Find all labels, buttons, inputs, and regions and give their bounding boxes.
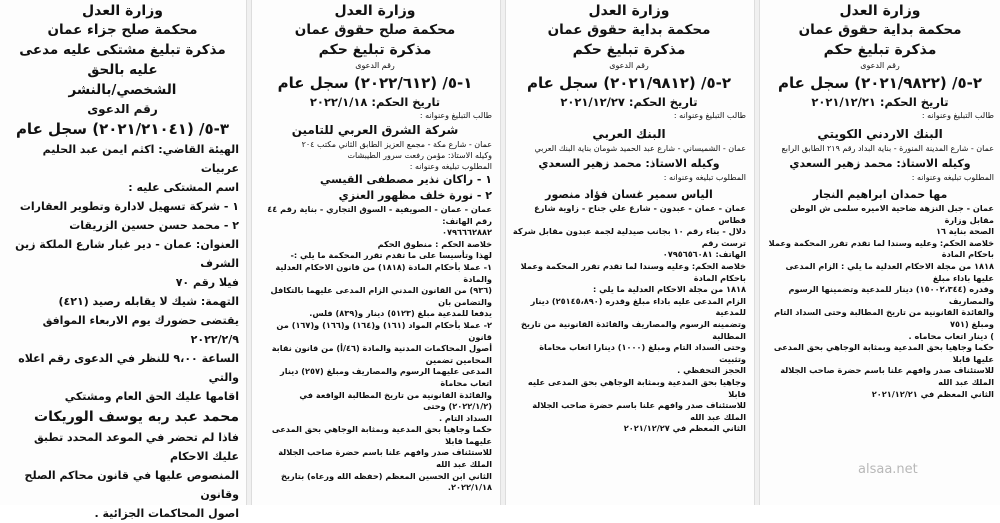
body-line: ١٨١٨ من مجلة الاحكام العدلية ما يلي :: [592, 284, 746, 295]
body-line: الهيئة القاضي: اكثم ايمن عبد الحليم عربيات: [42, 143, 239, 175]
body-line: التهمة: شيك لا يقابله رصيد (٤٢١): [58, 295, 239, 308]
notice-title: مذكرة تبليغ حكم: [572, 42, 686, 58]
case-label: رقم الدعوى: [609, 61, 649, 70]
case-number: ٣-٥/ (٢٠٢١/٢١٠٤١) سجل عام: [15, 120, 230, 138]
notice-column-1: [0, 0, 245, 520]
body-line: خلاصة الحكم: وعليه وسندا لما تقدم تقرر المحكمة وعملا باحكام المادة: [520, 260, 746, 283]
ministry-heading: وزارة العدل: [839, 3, 921, 19]
body-line: الزام المدعى عليه باداء مبلغ وقدره (٢٥١٤٥،٨٩٠) دينار للمدعية: [530, 295, 746, 318]
requester-name: البنك العربي: [592, 127, 666, 141]
court-name: محكمة صلح جزاء عمان: [47, 22, 198, 38]
body-line: فيلا رقم ٧٠: [175, 276, 239, 289]
body-line: للاستئناف صدر وافهم علنا باسم حضرة صاحب الجلالة الملك عبد الله: [278, 447, 492, 470]
notice-column-3: [506, 0, 752, 505]
requester-address: عمان - الشميساني - شارع عبد الحميد شومان بناية البنك العربي: [534, 144, 746, 153]
body-line: ١- عملا بأحكام المادة (١٨١٨) من قانون الاحكام العدلية والمادة: [275, 261, 492, 284]
body-line: ٢- عملا بأحكام المواد (١٦١) و(١٦٤) و(١٦٦) و(١٦٧) من قانون: [276, 319, 492, 342]
body-line: للاستئناف صدر وافهم علنا باسم حضرة صاحب الجلالة الملك عبد الله: [532, 400, 746, 422]
body-line: (٩٣٦) من القانون المدني الزام المدعى عليهما بالتكافل والتضامن بان: [270, 285, 492, 307]
closing-line: المنصوص عليها في قانون محاكم الصلح وقانون: [24, 469, 239, 501]
judgment-date: تاريخ الحكم: ٢٠٢١/١٢/٢١: [811, 95, 949, 109]
body-line: لهذا وتأسيسا على ما تقدم تقرر المحكمة ما يلي :-: [290, 250, 492, 261]
body-line: المدعى عليهما الرسوم والمصاريف ومبلغ (٢٥٧) دينار اتعاب محاماة: [280, 366, 492, 388]
body-line: اقامها عليك الحق العام ومشتكي: [64, 390, 239, 403]
judgment-date: تاريخ الحكم: ٢٠٢٢/١/١٨: [309, 95, 441, 109]
body-line: ١ - شركة تسهيل لادارة وتطوير العقارات: [19, 200, 239, 213]
body-line: الثاني المعظم في ٢٠٢١/١٢/٢٧: [623, 423, 746, 434]
site-watermark: alsaa.net: [858, 462, 918, 477]
body-line: الهاتف: ٠٧٩٥٦٥٦٠٨١: [662, 249, 746, 260]
body-line: والفائدة القانونية من تاريخ المطالبة وحتى السداد التام ومبلغ (٧٥١: [774, 307, 994, 329]
body-line: عمان - عمان - عبدون - شارع علي جناح - زاوية شارع قطاس: [534, 203, 746, 225]
requester-address: عمان - شارع مكة - مجمع العزيز الطابق الثاني مكتب ٢٠٤: [301, 140, 492, 149]
body-line: السداد التام .: [438, 412, 492, 423]
court-name: محكمة بداية حقوق عمان: [547, 22, 711, 38]
body-line: خلاصة الحكم : منطوق الحكم: [377, 238, 492, 249]
body-line: الثاني ابن الحسين المعظم (حفظه الله ورعاه) بتاريخ ٢٠٢٢/١/١٨.: [281, 470, 492, 493]
requester-label: طالب التبليغ وعنوانه :: [921, 111, 994, 120]
closing-line: فاذا لم تحضر في الموعد المحدد تطبق عليك الاحكام: [33, 431, 239, 463]
target-name: مها حمدان ابراهيم النجار: [812, 188, 948, 201]
requester-name: شركة الشرق العربي للتامين: [291, 123, 459, 137]
case-label: رقم الدعوى: [860, 61, 900, 70]
body-line: خلاصة الحكم: وعليه وسندا لما تقدم تقرر المحكمة وعملا باحكام المادة: [768, 237, 994, 260]
requester-label: طالب التبليغ وعنوانه :: [673, 111, 746, 120]
notice-column-4: [760, 0, 1000, 505]
ministry-heading: وزارة العدل: [82, 3, 163, 19]
target-name: ٢ - نورة خلف مظهور العنزي: [338, 189, 492, 202]
complainant-name: محمد عبد ربه يوسف الوريكات: [34, 409, 239, 425]
body-line: يقتضى حضورك يوم الاربعاء الموافق ٢٠٢٢/٢/٩: [42, 314, 239, 346]
lawyer-name: وكيله الاستاذ: محمد زهير السعدي: [538, 157, 720, 170]
notice-column-2: [252, 0, 498, 505]
body-line: وتضمينه الرسوم والمصاريف والفائدة القانونية من تاريخ المطالبة: [520, 318, 746, 341]
body-line: ) دينار اتعاب محاماه .: [908, 330, 994, 341]
body-line: دلال - بناء رقم ١٠ بجانب صيدلية لجمة عبدون مقابل شركة ترست رقم: [512, 226, 746, 248]
lawyer-name: وكيله الاستاذ: مؤمن رفعت سرور الطيبشات: [347, 151, 492, 160]
closing-line: اصول المحاكمات الجزائية .: [94, 507, 239, 520]
notice-title: مذكرة تبليغ مشتكى عليه مدعى عليه بالحق: [19, 42, 226, 78]
target-label: المطلوب تبليغه وعنوانه :: [663, 173, 746, 182]
target-name: ١ - راكان نذير مصطفى القيسي: [320, 173, 492, 186]
body-line: الثاني المعظم في ٢٠٢١/١٢/٢١: [871, 388, 994, 399]
body-line: أصول المحاكمات المدنية والمادة (٤٦/أ) من قانون نقابة المحامين تضمين: [271, 343, 492, 365]
body-line: الصحة بناية ١٦: [935, 226, 994, 237]
body-line: العنوان: عمان - دير غبار شارع الملكة زين الشرف: [15, 238, 239, 270]
case-number: ٢-٥/ (٢٠٢١/٩٨١٢) سجل عام: [527, 74, 731, 92]
body-line: ١٨١٨ من مجلة الاحكام العدلية ما يلي : الزام المدعى عليها باداء مبلغ: [785, 260, 994, 283]
case-number: ٢-٥/ (٢٠٢١/٩٨٢٢) سجل عام: [778, 74, 982, 92]
body-line: عمان - عمان - الصويفية - السوق التجاري - بناية رقم ٤٤ رقم الهاتف:: [267, 204, 492, 226]
body-line: ٢ - محمد حسن حسين الزريقات: [69, 219, 239, 232]
requester-label: طالب التبليغ وعنوانه :: [419, 111, 492, 120]
case-label: رقم الدعوى: [355, 61, 395, 70]
body-line: للاستئناف صدر وافهم علنا باسم حضرة صاحب الجلالة الملك عبد الله: [780, 365, 994, 387]
court-name: محكمة بداية حقوق عمان: [798, 22, 962, 38]
body-line: حكما وجاهيا بحق المدعية وبمثابة الوجاهي بحق المدعى عليها قابلا: [773, 342, 994, 364]
body-line: وقدره (١٥٠٠٢،٣٤٤) دينار للمدعية وتضمينها الرسوم والمصاريف: [788, 284, 994, 306]
requester-address: عمان - شارع المدينة المنورة - بناية البداد رقم ٢١٩ الطابق الرابع: [781, 144, 994, 153]
body-line: يدفعا للمدعية مبلغ (٥١٢٣) دينار و(٨٣٩) فلس.: [309, 308, 492, 319]
judgment-date: تاريخ الحكم: ٢٠٢١/١٢/٢٧: [560, 95, 698, 109]
body-line: الساعة ٩،٠٠ للنظر في الدعوى رقم اعلاه والتي: [18, 352, 239, 384]
ministry-heading: وزارة العدل: [588, 3, 670, 19]
requester-name: البنك الاردني الكويتي: [817, 127, 943, 141]
target-label: المطلوب تبليغه وعنوانه :: [911, 173, 994, 182]
target-name: الياس سمير غسان فؤاد منصور: [545, 188, 713, 201]
lawyer-name: وكيله الاستاذ: محمد زهير السعدي: [789, 157, 971, 170]
ministry-heading: وزارة العدل: [334, 3, 416, 19]
body-line: اسم المشتكى عليه :: [128, 181, 239, 194]
body-line: عمان - جبل النزهة ضاحية الاميره سلمى ش الوطن مقابل وزارة: [790, 203, 994, 225]
court-name: محكمة صلح حقوق عمان: [294, 22, 456, 38]
notice-title: مذكرة تبليغ حكم: [318, 42, 432, 58]
notice-title: الشخصي/بالنشر: [68, 82, 177, 98]
body-line: وجاهيا بحق المدعية وبمثابة الوجاهي بحق المدعى عليه قابلا: [527, 376, 746, 399]
body-line: الحجز التحفظي .: [677, 365, 746, 376]
body-line: والفائدة القانونية من تاريخ المطالبة الواقعة في (٢٠٢٢/١/٢) وحتى: [299, 389, 492, 412]
notice-title: مذكرة تبليغ حكم: [823, 42, 937, 58]
body-line: ٠٧٩٦٦٦٢٨٨٢: [442, 227, 492, 238]
case-number: ١-٥/ (٢٠٢٢/٦١٢) سجل عام: [277, 74, 473, 92]
target-label: المطلوب تبليغه وعنوانه :: [409, 162, 492, 171]
body-line: حكما وجاهيا بحق المدعية وبمثابة الوجاهي بحق المدعى عليهما قابلا: [271, 424, 492, 446]
case-label: رقم الدعوى: [87, 102, 158, 116]
body-line: وحتى السداد التام ومبلغ (١٠٠٠) دينارا اتعاب محاماة وتثبيت: [539, 342, 746, 364]
